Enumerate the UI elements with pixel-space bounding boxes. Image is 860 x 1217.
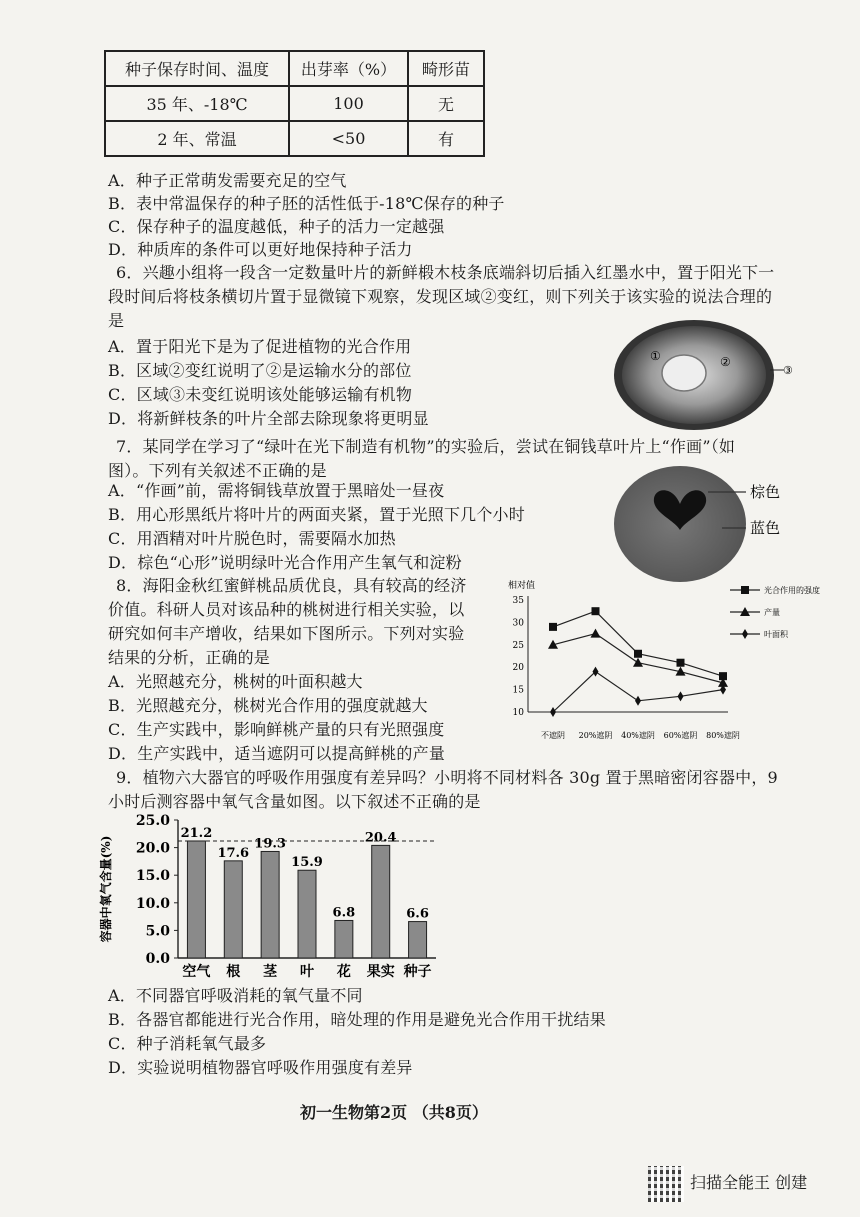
seed-storage-table bbox=[104, 50, 485, 157]
option-text: A．“作画”前，需将铜钱草放置于黑暗处一昼夜 bbox=[108, 481, 445, 500]
option-text: C．用酒精对叶片脱色时，需要隔水加热 bbox=[108, 529, 396, 548]
shading-line-chart bbox=[498, 578, 853, 748]
option-text: D．生产实践中，适当遮阴可以提高鲜桃的产量 bbox=[108, 744, 446, 763]
legend-marker bbox=[742, 629, 748, 639]
question-stem: 小时后测容器中氧气含量如图。以下叙述不正确的是 bbox=[108, 792, 481, 811]
question-stem: 是 bbox=[108, 311, 125, 330]
region-label-2: ② bbox=[720, 355, 731, 369]
x-tick-label: 茎 bbox=[263, 964, 278, 980]
y-tick-label: 20 bbox=[512, 663, 524, 674]
option-text: D．将新鲜枝条的叶片全部去除现象将更明显 bbox=[108, 409, 429, 428]
data-label: 6.8 bbox=[332, 905, 356, 921]
data-label: 15.9 bbox=[291, 855, 323, 871]
data-label: 6.6 bbox=[406, 906, 429, 922]
table-cell: 有 bbox=[408, 121, 484, 156]
option-text: C．种子消耗氧气最多 bbox=[108, 1034, 267, 1053]
y-tick-label: 0.0 bbox=[145, 951, 170, 967]
question-stem: 研究如何丰产增收，结果如下图所示。下列对实验 bbox=[108, 624, 465, 643]
legend-label: 产量 bbox=[764, 608, 780, 617]
bar bbox=[298, 870, 316, 958]
option-text: A．不同器官呼吸消耗的氧气量不同 bbox=[108, 986, 363, 1005]
data-point bbox=[635, 696, 641, 706]
option-text: A．种子正常萌发需要充足的空气 bbox=[108, 171, 347, 190]
bar bbox=[187, 841, 205, 958]
table-cell: 100 bbox=[289, 86, 408, 121]
option-text: B．区域②变红说明了②是运输水分的部位 bbox=[108, 361, 412, 380]
data-point bbox=[550, 707, 556, 717]
table-header: 出芽率（%） bbox=[289, 51, 408, 86]
option-text: B．各器官都能进行光合作用，暗处理的作用是避免光合作用干扰结果 bbox=[108, 1010, 606, 1029]
question-stem: 8．海阳金秋红蜜鲜桃品质优良，具有较高的经济 bbox=[116, 576, 467, 595]
bar bbox=[335, 920, 353, 958]
question-stem: 9．植物六大器官的呼吸作用强度有差异吗？小明将不同材料各 30g 置于黑暗密闭容器中，9 bbox=[116, 768, 778, 787]
y-tick-label: 35 bbox=[512, 596, 524, 606]
option-text: A．光照越充分，桃树的叶面积越大 bbox=[108, 672, 363, 691]
data-point bbox=[591, 629, 601, 638]
question-stem: 7．某同学在学习了“绿叶在光下制造有机物”的实验后，尝试在铜钱草叶片上“作画”（如 bbox=[116, 437, 736, 456]
question-stem: 段时间后将枝条横切片置于显微镜下观察，发现区域②变红，则下列关于该实验的说法合理的 bbox=[108, 287, 773, 306]
y-tick-label: 25 bbox=[512, 640, 524, 651]
x-tick-label: 果实 bbox=[366, 964, 395, 980]
y-tick-label: 20.0 bbox=[135, 840, 170, 857]
pith-region bbox=[662, 355, 706, 391]
x-tick-label: 80%遮阴 bbox=[706, 731, 740, 740]
option-text: D．实验说明植物器官呼吸作用强度有差异 bbox=[108, 1058, 413, 1077]
qr-code-icon bbox=[648, 1166, 684, 1202]
data-label: 20.4 bbox=[364, 830, 397, 846]
region-label-3: ③ bbox=[783, 364, 793, 377]
data-point bbox=[677, 659, 685, 667]
x-tick-label: 不遮阴 bbox=[541, 731, 565, 740]
y-tick-label: 10.0 bbox=[135, 895, 170, 912]
series-line bbox=[553, 672, 723, 712]
oxygen-bar-chart bbox=[96, 808, 446, 983]
y-axis-label: 相对值 bbox=[508, 581, 536, 591]
table-cell: <50 bbox=[289, 121, 408, 156]
leaf-figure bbox=[612, 462, 802, 584]
label-blue: 蓝色 bbox=[750, 519, 781, 537]
y-tick-label: 25.0 bbox=[135, 813, 170, 829]
label-brown: 棕色 bbox=[750, 483, 781, 501]
x-tick-label: 60%遮阴 bbox=[663, 731, 698, 740]
data-point bbox=[678, 691, 684, 701]
data-point bbox=[549, 623, 557, 631]
table-cell: 2 年、常温 bbox=[105, 121, 289, 156]
bar bbox=[372, 845, 390, 958]
table-header: 畸形苗 bbox=[408, 51, 484, 86]
option-text: D．棕色“心形”说明绿叶光合作用产生氧气和淀粉 bbox=[108, 553, 462, 572]
region-label-1: ① bbox=[650, 349, 661, 363]
y-axis-label: 容器中氧气含量(%) bbox=[99, 835, 113, 943]
x-tick-label: 40%遮阴 bbox=[621, 731, 655, 740]
question-stem: 结果的分析，正确的是 bbox=[108, 648, 271, 667]
data-point bbox=[634, 650, 642, 658]
option-text: C．保存种子的温度越低，种子的活力一定越强 bbox=[108, 217, 445, 236]
data-label: 21.2 bbox=[180, 825, 213, 841]
y-tick-label: 15.0 bbox=[135, 868, 170, 885]
question-stem: 6．兴趣小组将一段含一定数量叶片的新鲜椴木枝条底端斜切后插入红墨水中，置于阳光下一 bbox=[116, 263, 775, 282]
question-stem: 图）。下列有关叙述不正确的是 bbox=[108, 461, 327, 480]
bar bbox=[224, 861, 242, 958]
stem-cross-section-figure bbox=[612, 318, 797, 433]
option-text: C．区域③未变红说明该处能够运输有机物 bbox=[108, 385, 413, 404]
data-point bbox=[633, 658, 643, 667]
page-footer: 初一生物第2页 （共8页） bbox=[300, 1103, 488, 1122]
option-text: B．用心形黑纸片将叶片的两面夹紧，置于光照下几个小时 bbox=[108, 505, 525, 524]
data-label: 19.3 bbox=[254, 836, 286, 852]
y-tick-label: 15 bbox=[512, 685, 524, 696]
option-text: B．光照越充分，桃树光合作用的强度就越大 bbox=[108, 696, 428, 715]
x-tick-label: 根 bbox=[226, 964, 241, 980]
x-tick-label: 叶 bbox=[300, 964, 314, 980]
legend-marker bbox=[741, 586, 749, 594]
y-tick-label: 5.0 bbox=[145, 923, 170, 940]
x-tick-label: 空气 bbox=[182, 964, 211, 980]
data-point bbox=[592, 607, 600, 615]
x-tick-label: 种子 bbox=[403, 964, 432, 980]
legend-label: 叶面积 bbox=[764, 630, 788, 639]
data-point bbox=[593, 667, 599, 677]
bar bbox=[409, 922, 427, 958]
y-tick-label: 10 bbox=[512, 708, 524, 718]
table-cell: 35 年、-18℃ bbox=[105, 86, 289, 121]
option-text: C．生产实践中，影响鲜桃产量的只有光照强度 bbox=[108, 720, 445, 739]
data-label: 17.6 bbox=[217, 845, 250, 861]
legend-label: 光合作用的强度 bbox=[764, 586, 820, 595]
question-stem: 价值。科研人员对该品种的桃树进行相关实验，以 bbox=[108, 600, 465, 619]
table-header: 种子保存时间、温度 bbox=[105, 51, 289, 86]
y-tick-label: 30 bbox=[512, 618, 524, 629]
option-text: A．置于阳光下是为了促进植物的光合作用 bbox=[108, 337, 412, 356]
x-tick-label: 20%遮阴 bbox=[578, 731, 613, 740]
x-tick-label: 花 bbox=[336, 964, 351, 980]
table-cell: 无 bbox=[408, 86, 484, 121]
scanner-brand-label: 扫描全能王 创建 bbox=[690, 1173, 808, 1192]
option-text: D．种质库的条件可以更好地保持种子活力 bbox=[108, 240, 413, 259]
option-text: B．表中常温保存的种子胚的活性低于-18℃保存的种子 bbox=[108, 194, 505, 213]
bar bbox=[261, 851, 279, 958]
